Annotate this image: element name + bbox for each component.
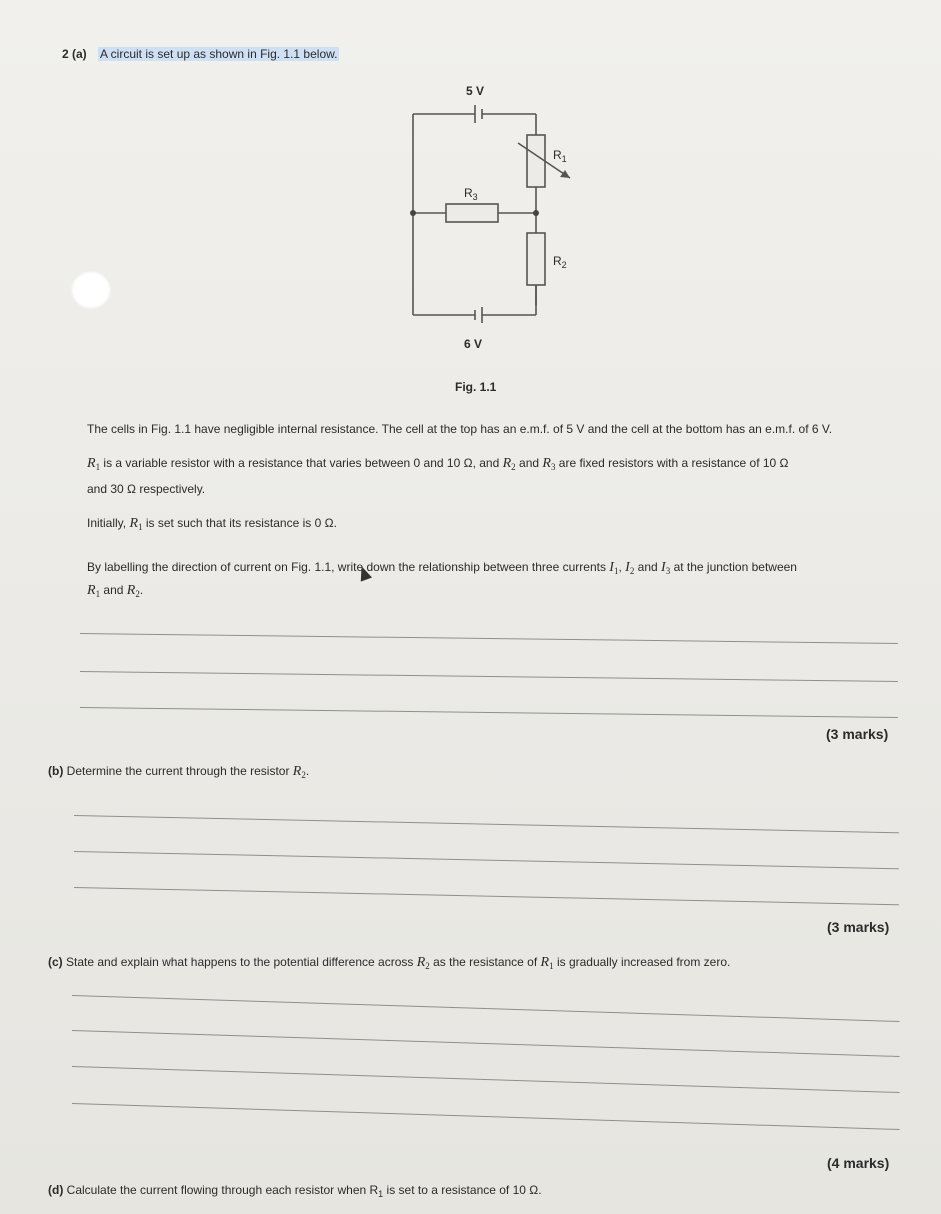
answer-line[interactable] xyxy=(72,995,900,1022)
answer-line[interactable] xyxy=(72,1103,900,1130)
bottom-cell-label: 6 V xyxy=(464,337,483,351)
initial-condition: Initially, $R_1$ is set such that its resistance is 0 Ω. xyxy=(87,516,337,532)
answer-line[interactable] xyxy=(80,671,898,682)
answer-line[interactable] xyxy=(80,707,898,718)
light-glare xyxy=(72,272,110,308)
r3-label: $R_3$ xyxy=(464,186,478,202)
resistor-description: $R_1$ is a variable resistor with a resistance that varies between 0 and 10 Ω, and $R_2$ and $R_3$ are fixed resistors with a resistance of 10 Ω xyxy=(87,456,789,472)
answer-line[interactable] xyxy=(74,815,899,833)
resistor-values: and 30 Ω respectively. xyxy=(87,482,206,496)
question-intro: A circuit is set up as shown in Fig. 1.1 below. xyxy=(100,47,338,61)
answer-line[interactable] xyxy=(74,887,899,905)
question-b: (b) Determine the current through the resistor $R_2$. xyxy=(48,764,310,780)
r3-resistor xyxy=(446,204,498,222)
answer-line[interactable] xyxy=(72,1066,900,1093)
junction-left xyxy=(410,210,416,216)
cells-description: The cells in Fig. 1.1 have negligible internal resistance. The cell at the top has an e.m.f. of 5 V and the cell at the bottom has an e.m.f. of 6 V. xyxy=(87,422,833,436)
circuit-diagram xyxy=(400,75,600,395)
answer-line[interactable] xyxy=(72,1030,900,1057)
marks-c: (4 marks) xyxy=(827,1155,890,1171)
r2-label: $R_2$ xyxy=(553,254,567,270)
answer-line[interactable] xyxy=(80,633,898,644)
figure-caption: Fig. 1.1 xyxy=(455,380,497,394)
question-a-text-cont: $R_1$ and $R_2$. xyxy=(87,583,144,599)
top-cell-label: 5 V xyxy=(466,84,485,98)
question-c: (c) State and explain what happens to the potential difference across $R_2$ as the resistance of $R_1$ is gradually increased from zero. xyxy=(48,955,731,971)
marks-b: (3 marks) xyxy=(827,919,890,935)
r1-variable-resistor xyxy=(527,135,545,187)
question-d: (d) Calculate the current flowing through each resistor when $R_1$ is set to a resistance of 10 Ω. xyxy=(48,1183,542,1199)
r1-label: $R_1$ xyxy=(553,148,567,164)
marks-a: (3 marks) xyxy=(826,726,889,742)
answer-line[interactable] xyxy=(74,851,899,869)
junction-right xyxy=(533,210,539,216)
question-a-text: By labelling the direction of current on Fig. 1.1, write down the relationship between three currents $I_1$, $I_2$ and $I_3$ at the junction between xyxy=(87,560,797,576)
r2-resistor xyxy=(527,233,545,285)
r1-arrow-head xyxy=(560,170,570,178)
question-number: 2 (a) xyxy=(62,47,87,61)
